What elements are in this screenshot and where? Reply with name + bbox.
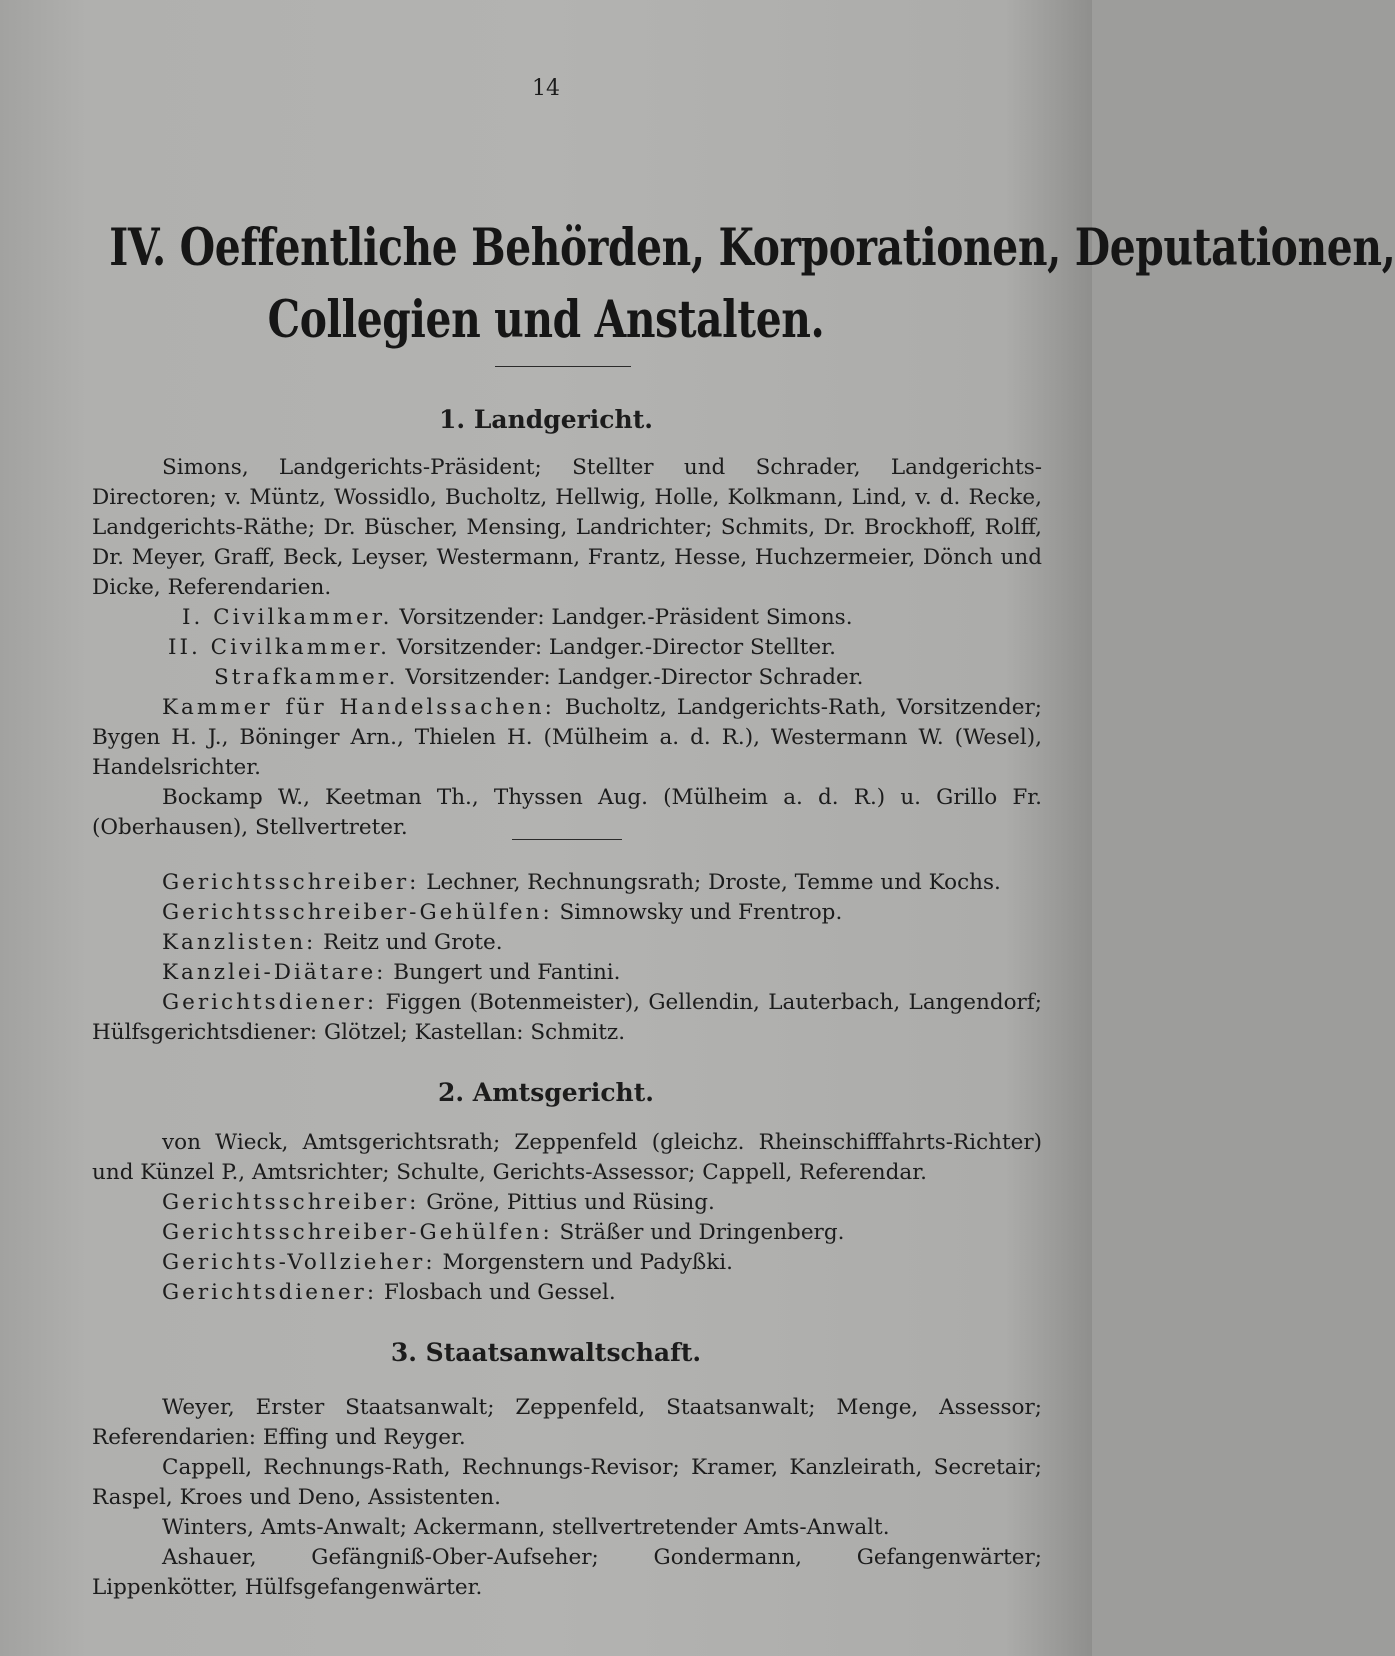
ag-vollzieher-text: Morgenstern und Padyßki. bbox=[442, 1250, 733, 1275]
lg-kanzlisten bbox=[162, 928, 503, 958]
ag-gerichtsdiener-text: Flosbach und Gessel. bbox=[383, 1280, 616, 1305]
section-heading-amtsgericht: 2. Amtsgericht. bbox=[438, 1078, 654, 1107]
lg-gerichtsdiener-text: Figgen (Botenmeister), Gellendin, Lauterbach, Langendorf; Hülfsgerichtsdiener: Glötzel; Kastellan: Schmitz. bbox=[92, 990, 1042, 1045]
lg-gehuelfen-label: Gerichtsschreiber-Gehülfen: bbox=[162, 900, 553, 925]
handelssachen-text: Bucholtz, Landgerichts-Rath, Vorsitzender; Bygen H. J., Böninger Arn., Thielen H. (Mülheim a. d. R.), Westermann W. (Wesel), Handelsrichter. bbox=[92, 695, 1042, 780]
page-number: 14 bbox=[532, 76, 560, 101]
ag-gehuelfen bbox=[162, 1218, 844, 1248]
strafkammer-text: Vorsitzender: Landger.-Director Schrader. bbox=[405, 665, 864, 690]
landgericht-members: Simons, Landgerichts-Präsident; Stellter und Schrader, Landgerichts-Directoren; v. Müntz, Wossidlo, Bucholtz, Hellwig, Holle, Kolkmann, Lind, v. d. Recke, Landgerichts-Räthe; Dr. Büscher, Mensing, Landrichter; Schmits, Dr. Brockhoff, Rolff, Dr. Meyer, Graff, Beck, Leyser, Westermann, Frantz, Hesse, Huchzermeier, Dönch und Dicke, Referendarien. bbox=[92, 455, 1042, 600]
staatsanwaltschaft-p1: Weyer, Erster Staatsanwalt; Zeppenfeld, Staatsanwalt; Menge, Assessor; Referendarien: Effing und Reyger. bbox=[92, 1395, 1042, 1450]
ag-gerichtsdiener bbox=[162, 1278, 616, 1308]
lg-diaetare-label: Kanzlei-Diätare: bbox=[162, 960, 387, 985]
kammer-2 bbox=[168, 633, 836, 663]
lg-gerichtsschreiber-text: Lechner, Rechnungsrath; Droste, Temme und Kochs. bbox=[426, 870, 1001, 895]
chapter-title-line2: Collegien und Anstalten. bbox=[267, 290, 825, 350]
kammer-1 bbox=[182, 603, 853, 633]
section-heading-landgericht: 1. Landgericht. bbox=[439, 405, 653, 434]
ag-gehuelfen-label: Gerichtsschreiber-Gehülfen: bbox=[162, 1220, 553, 1245]
lg-kanzlisten-text: Reitz und Grote. bbox=[323, 930, 503, 955]
ag-vollzieher-label: Gerichts-Vollzieher: bbox=[162, 1250, 436, 1275]
ag-gehuelfen-text: Sträßer und Dringenberg. bbox=[559, 1220, 845, 1245]
ag-gerichtsschreiber bbox=[162, 1188, 715, 1218]
stellvertreter: Bockamp W., Keetman Th., Thyssen Aug. (Mülheim a. d. R.) u. Grillo Fr. (Oberhausen), Stellvertreter. bbox=[92, 785, 1042, 840]
lg-gerichtsschreiber bbox=[162, 868, 1001, 898]
section-divider bbox=[512, 839, 622, 840]
lg-gehuelfen-text: Simnowsky und Frentrop. bbox=[559, 900, 843, 925]
ag-gerichtsschreiber-text: Gröne, Pittius und Rüsing. bbox=[426, 1190, 715, 1215]
lg-diaetare-text: Bungert und Fantini. bbox=[393, 960, 621, 985]
staatsanwaltschaft-p4: Ashauer, Gefängniß-Ober-Aufseher; Gondermann, Gefangenwärter; Lippenkötter, Hülfsgefangenwärter. bbox=[92, 1545, 1042, 1600]
lg-gehuelfen bbox=[162, 898, 842, 928]
title-divider bbox=[495, 366, 631, 367]
kammer-1-label: I. Civilkammer. bbox=[182, 605, 393, 630]
strafkammer-label: Strafkammer. bbox=[214, 665, 399, 690]
ag-vollzieher bbox=[162, 1248, 733, 1278]
lg-gerichtsdiener bbox=[92, 988, 1042, 1048]
kammer-2-text: Vorsitzender: Landger.-Director Stellter. bbox=[396, 635, 836, 660]
chapter-title-line1: IV. Oeffentliche Behörden, Korporationen, Deputationen, bbox=[109, 218, 1395, 278]
lg-diaetare bbox=[162, 958, 621, 988]
section-heading-staatsanwaltschaft: 3. Staatsanwaltschaft. bbox=[390, 1338, 702, 1367]
kammer-1-text: Vorsitzender: Landger.-Präsident Simons. bbox=[399, 605, 853, 630]
lg-gerichtsschreiber-label: Gerichtsschreiber: bbox=[162, 870, 420, 895]
ag-gerichtsdiener-label: Gerichtsdiener: bbox=[162, 1280, 378, 1305]
lg-gerichtsdiener-label: Gerichtsdiener: bbox=[162, 990, 378, 1015]
strafkammer bbox=[214, 663, 863, 693]
staatsanwaltschaft-p3: Winters, Amts-Anwalt; Ackermann, stellvertretender Amts-Anwalt. bbox=[162, 1515, 890, 1540]
ag-gerichtsschreiber-label: Gerichtsschreiber: bbox=[162, 1190, 420, 1215]
amtsgericht-members: von Wieck, Amtsgerichtsrath; Zeppenfeld (gleichz. Rheinschifffahrts-Richter) und Künzel P., Amtsrichter; Schulte, Gerichts-Assessor; Cappell, Referendar. bbox=[92, 1130, 1042, 1185]
lg-kanzlisten-label: Kanzlisten: bbox=[162, 930, 317, 955]
kammer-2-label: II. Civilkammer. bbox=[168, 635, 390, 660]
handelssachen bbox=[92, 693, 1042, 783]
staatsanwaltschaft-p2: Cappell, Rechnungs-Rath, Rechnungs-Revisor; Kramer, Kanzleirath, Secretair; Raspel, Kroes und Deno, Assistenten. bbox=[92, 1455, 1042, 1510]
handelssachen-label: Kammer für Handelssachen: bbox=[162, 695, 555, 720]
